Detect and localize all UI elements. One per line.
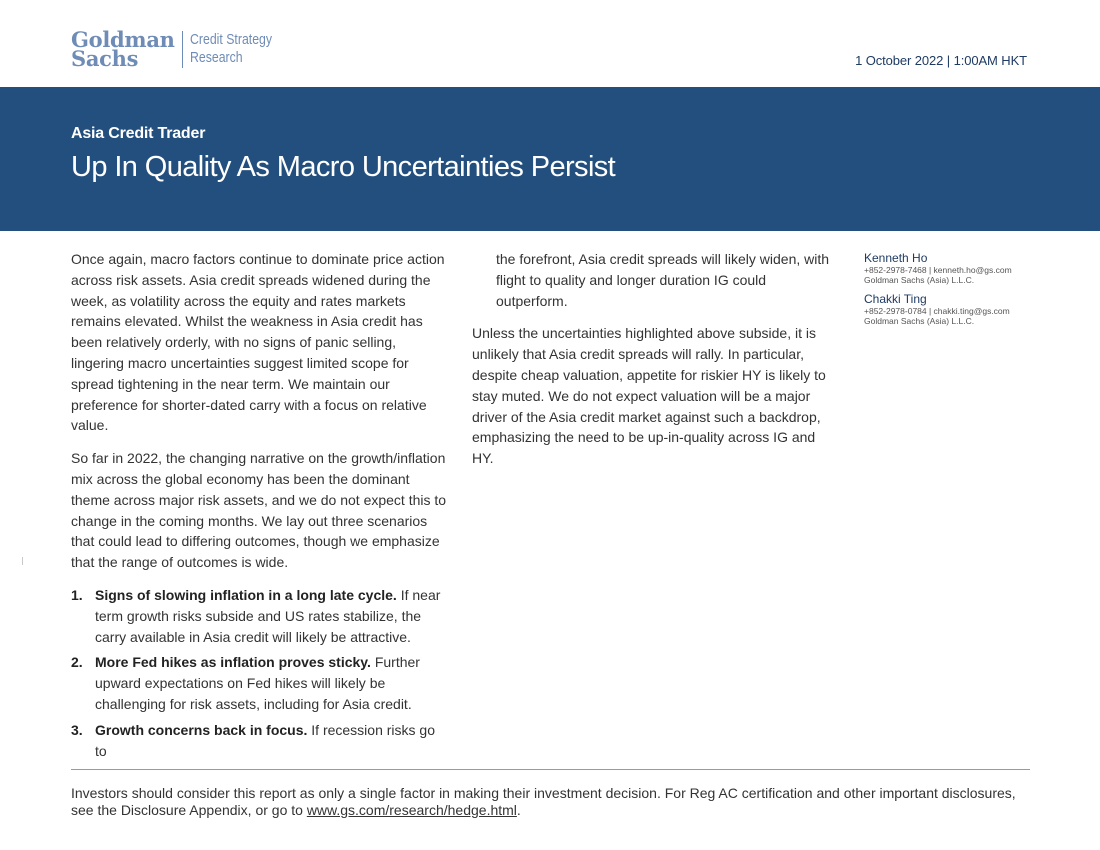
goldman-sachs-logo	[71, 27, 290, 71]
series-name: Asia Credit Trader	[71, 125, 206, 142]
scenario-text: If near term growth risks subside and US rates stabilize, the carry available in Asia credit will likely be attractive.	[95, 586, 441, 645]
scenario-item	[71, 585, 449, 647]
scenario-heading: Growth concerns back in focus.	[95, 721, 308, 738]
footer-divider	[71, 769, 1030, 770]
scenario-item	[71, 652, 449, 714]
scenario-item	[71, 720, 449, 762]
publication-dateline: 1 October 2022 | 1:00AM HKT	[855, 53, 1027, 68]
disclaimer	[71, 785, 1033, 818]
logo-divider	[182, 31, 183, 68]
disclaimer-end: .	[516, 801, 521, 818]
scenario-continuation: the forefront, Asia credit spreads will likely widen, with flight to quality and longer duration IG could outperform.	[496, 251, 830, 309]
author-entity: Goldman Sachs (Asia) L.L.C.	[864, 316, 975, 326]
scenario-number: 3.	[71, 721, 83, 738]
author-contact	[864, 293, 1064, 326]
unit-line-2: Research	[189, 49, 243, 66]
paragraph-intro: Once again, macro factors continue to dominate price action across risk assets. Asia credit spreads widened during the week, as volatility across the equity and rates markets remains elevated. Whilst the weakness in Asia credit has been relatively orderly, with no signs of panic selling, lingering macro uncertainties suggest limited scope for spread tightening in the near term. We maintain our preference for shorter-dated carry with a focus on relative value.	[71, 251, 445, 434]
research-unit-label	[190, 31, 272, 67]
author-contacts	[864, 252, 1064, 334]
disclosure-link[interactable]: www.gs.com/research/hedge.html	[306, 801, 517, 818]
logo-line-2: Sachs	[71, 46, 139, 71]
author-phone-email: +852-2978-7468 | kenneth.ho@gs.com	[864, 265, 1012, 275]
scenario-heading: More Fed hikes as inflation proves sticky.	[95, 654, 371, 671]
scenario-heading: Signs of slowing inflation in a long late cycle.	[95, 586, 397, 603]
logo-line-1: Goldman	[71, 27, 175, 52]
body-column-left	[71, 249, 449, 766]
title-banner	[0, 87, 1100, 231]
logo-wordmark	[71, 27, 175, 71]
scenario-list	[71, 585, 449, 761]
author-name: Kenneth Ho	[864, 251, 928, 265]
scenario-text: Further upward expectations on Fed hikes will likely be challenging for risk assets, including for Asia credit.	[95, 654, 420, 712]
report-title: Up In Quality As Macro Uncertainties Persist	[71, 151, 616, 183]
margin-mark	[22, 557, 23, 565]
disclaimer-text: Investors should consider this report as only a single factor in making their investment decision. For Reg AC certification and other important disclosures, see the Disclosure Appendix, or go to	[71, 785, 1016, 818]
author-entity: Goldman Sachs (Asia) L.L.C.	[864, 275, 975, 285]
unit-line-1: Credit Strategy	[189, 31, 272, 48]
scenario-number: 1.	[71, 586, 83, 603]
paragraph-conclusion: Unless the uncertainties highlighted above subside, it is unlikely that Asia credit spreads will rally. In particular, despite cheap valuation, appetite for riskier HY is likely to stay muted. We do not expect valuation will be a major driver of the Asia credit market against such a backdrop, emphasizing the need to be up-in-quality across IG and HY.	[472, 325, 826, 467]
paragraph-scenarios-intro: So far in 2022, the changing narrative on the growth/inflation mix across the global economy has been the dominant theme across major risk assets, and we do not expect this to change in the coming months. We lay out three scenarios that could lead to differing outcomes, though we emphasize that the range of outcomes is wide.	[71, 450, 447, 571]
body-column-right	[472, 249, 837, 481]
scenario-text: If recession risks go to	[95, 721, 435, 759]
scenario-number: 2.	[71, 654, 83, 671]
author-contact	[864, 252, 1064, 285]
author-phone-email: +852-2978-0784 | chakki.ting@gs.com	[864, 306, 1010, 316]
author-name: Chakki Ting	[864, 292, 927, 306]
